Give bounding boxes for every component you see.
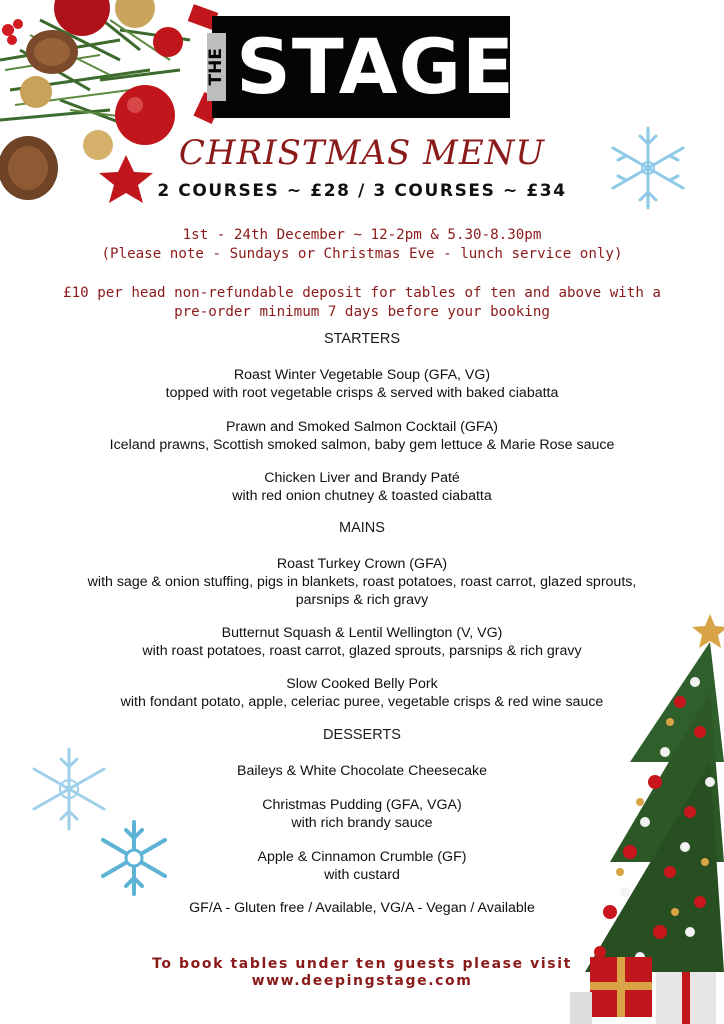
menu-item-name: Christmas Pudding (GFA, VGA) [262,797,462,813]
deposit-note [0,284,724,322]
bauble-icon [153,27,183,57]
service-dates-line: 1st - 24th December ~ 12-2pm & 5.30-8.30pm [182,227,542,243]
service-note-line: (Please note - Sundays or Christmas Eve - lunch service only) [101,246,623,262]
menu-item [0,418,724,454]
menu-item [0,762,724,780]
menu-item-name: Prawn and Smoked Salmon Cocktail (GFA) [225,419,499,435]
menu-item [0,796,724,832]
menu-item-name: Roast Turkey Crown (GFA) [276,556,448,572]
bauble-icon [115,0,155,28]
service-dates [0,226,724,264]
menu-item-description: with red onion chutney & toasted ciabatta [232,488,492,504]
menu-item-name: Roast Winter Vegetable Soup (GFA, VG) [233,367,491,383]
menu-item-name: Apple & Cinnamon Crumble (GF) [257,849,467,865]
menu-item-name: Chicken Liver and Brandy Paté [264,470,460,486]
menu-item-name: Butternut Squash & Lentil Wellington (V, VG) [221,625,503,641]
dietary-key: GF/A - Gluten free / Available, VG/A - Vegan / Available [189,900,535,916]
menu-item-description: with custard [324,867,400,883]
logo-the-badge [207,33,226,101]
menu-item-description: Iceland prawns, Scottish smoked salmon, baby gem lettuce & Marie Rose sauce [109,437,615,453]
deposit-line-1: £10 per head non-refundable deposit for tables of ten and above with a [63,285,661,301]
website-link[interactable]: www.deepingstage.com [251,973,473,989]
deposit-line-2: pre-order minimum 7 days before your booking [174,304,550,320]
booking-note: To book tables under ten guests please visit [152,956,572,972]
course-prices: 2 COURSES ~ £28 / 3 COURSES ~ £34 [157,181,567,201]
menu-item [0,366,724,402]
bauble-icon [20,76,52,108]
menu-item-description: with rich brandy sauce [291,815,433,831]
menu-item [0,555,724,609]
menu-item-description: with sage & onion stuffing, pigs in blankets, roast potatoes, roast carrot, glazed sprouts, [87,574,637,590]
logo-wordmark: STAGE [236,22,515,111]
stage-logo [206,16,515,118]
menu-item [0,675,724,711]
section-heading-starters: STARTERS [323,331,400,347]
menu-item [0,469,724,505]
menu-item [0,624,724,660]
logo-the-text: THE [206,48,227,86]
menu-item-description: parsnips & rich gravy [295,592,429,608]
section-heading-mains: MAINS [339,520,385,536]
menu-item [0,848,724,884]
menu-item-description: with roast potatoes, roast carrot, glazed sprouts, parsnips & rich gravy [142,643,582,659]
menu-item-name: Slow Cooked Belly Pork [286,676,438,692]
menu-item-description: with fondant potato, apple, celeriac puree, vegetable crisps & red wine sauce [120,694,604,710]
booking-footer [0,956,724,990]
menu-title: CHRISTMAS MENU [178,133,546,173]
section-heading-desserts: DESSERTS [323,727,401,743]
menu-item-name: Baileys & White Chocolate Cheesecake [237,763,487,779]
menu-item-description: topped with root vegetable crisps & served with baked ciabatta [165,385,559,401]
